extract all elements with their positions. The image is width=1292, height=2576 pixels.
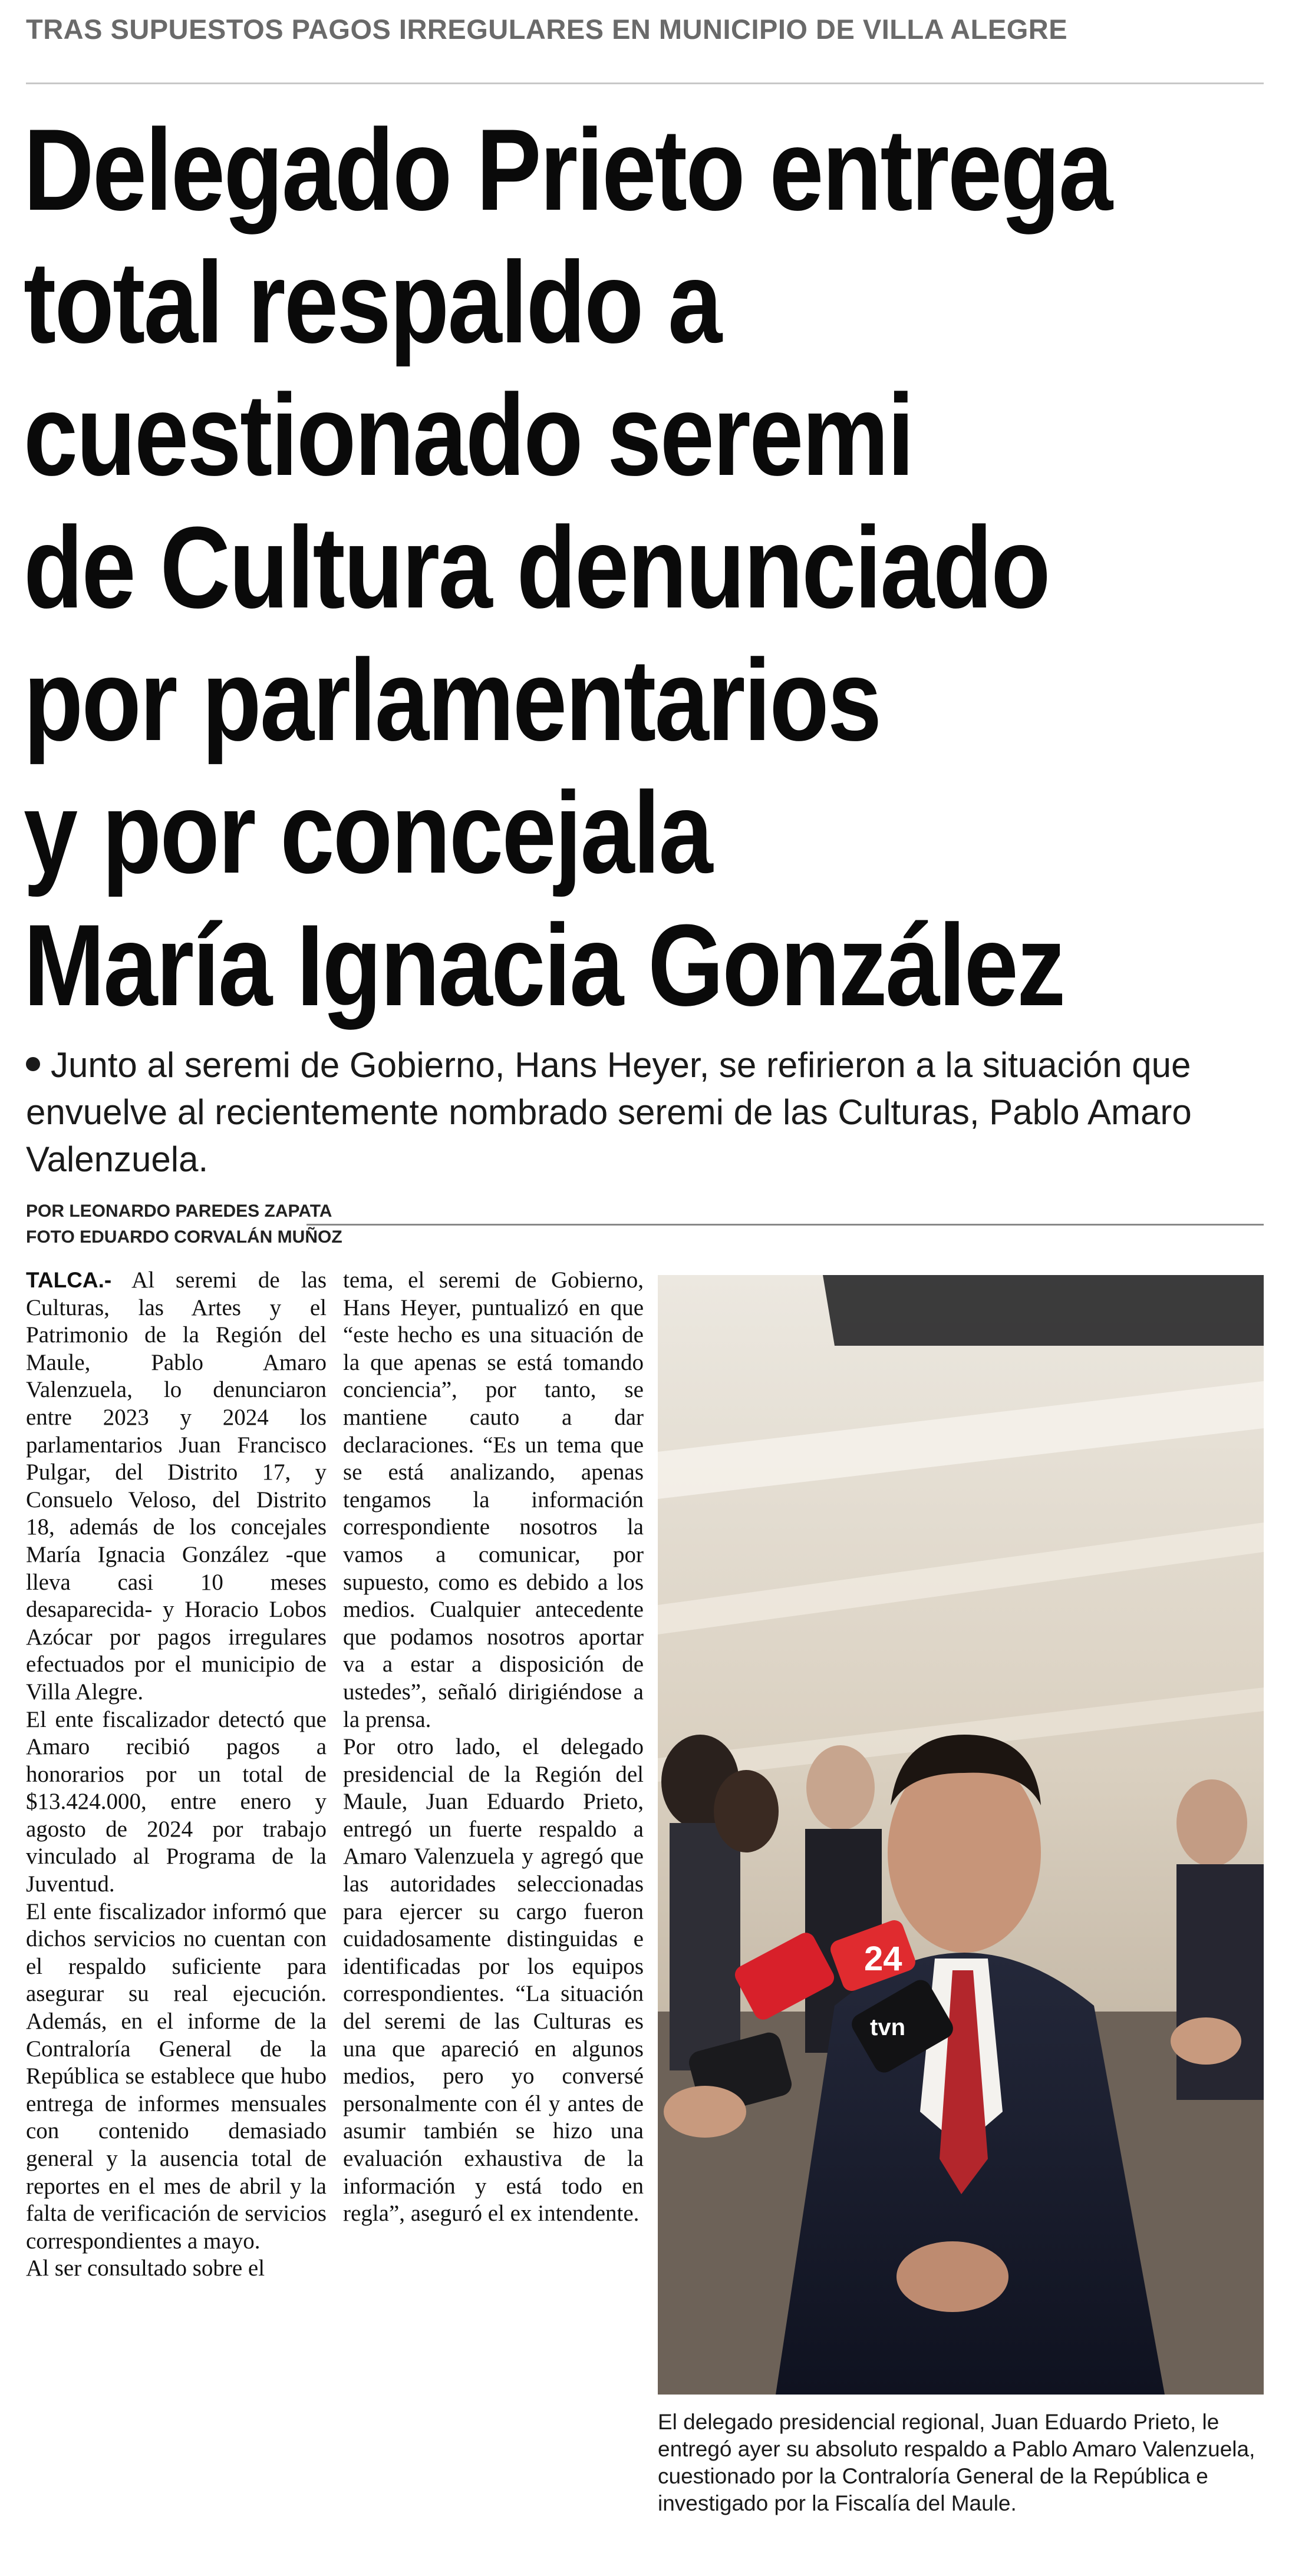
headline xyxy=(24,104,1267,1032)
lead-paragraph xyxy=(26,1042,1264,1183)
body-column-1 xyxy=(26,1267,327,2283)
body-paragraph: El ente fiscalizador informó que dichos servicios no cuentan con el respaldo suficiente para asegurar su real ejecución. Además, en el informe de la Contraloría General de la República se establece que hubo entrega de informes mensuales con contenido demasiado general y la ausencia total de reportes en el mes de abril y la falta de verificación de servicios correspondientes a mayo. xyxy=(26,1898,327,2254)
body-paragraph: Al ser consultado sobre el xyxy=(26,2255,265,2281)
body-column-2 xyxy=(343,1267,644,2228)
body-paragraph: El ente fiscalizador detectó que Amaro recibió pagos a honorarios por un total de $13.424.000, entre enero y agosto de 2024 por trabajo vinculado al Programa de la Juventud. xyxy=(26,1706,327,1897)
body-text: Al seremi de las Culturas, las Artes y el Patrimonio de la Región del Maule, Pablo Amaro Valenzuela, lo denunciaron entre 2023 y 2024 los parlamentarios Juan Francisco Pulgar, del Distrito 17, y Consuelo Veloso, del Distrito 18, además de los concejales María Ignacia González -que lleva casi 10 meses desaparecida- y Horacio Lobos Azócar por pagos irregulares efectuados por el municipio de Villa Alegre. xyxy=(26,1267,327,1705)
headline-line: por parlamentarios xyxy=(24,635,881,765)
lead-text: Junto al seremi de Gobierno, Hans Heyer, se refirieron a la situación que envuelve al recientemente nombrado seremi de las Culturas, Pablo Amaro Valenzuela. xyxy=(26,1045,1192,1179)
body-paragraph: Por otro lado, el delegado presidencial de la Región del Maule, Juan Eduardo Prieto, entregó un fuerte respaldo a Amaro Valenzuela y agregó que las autoridades seleccionadas para ejercer su cargo fueron cuidadosamente distinguidas e identificadas por los equipos correspondientes. “La situación del seremi de las Culturas es una que apareció en algunos medios, pero yo conversé personalmente con él y antes de asumir también se hizo una evaluación exhaustiva de la información y está todo en regla”, aseguró el ex intendente. xyxy=(343,1734,644,2227)
headline-line: Delegado Prieto entrega xyxy=(24,105,1112,235)
byline-rule xyxy=(306,1224,1264,1226)
mic-label: 24 xyxy=(864,1940,902,1978)
body-paragraph: tema, el seremi de Gobierno, Hans Heyer, puntualizó en que “este hecho es una situación de la que apenas se está tomando conciencia”, por tanto, se mantiene cauto a dar declaraciones. “Es un tema que se está analizando, apenas tengamos la información correspondiente nosotros la vamos a comunicar, por supuesto, como es debido a los medios. Cualquier antecedente que podamos nosotros aportar va a estar a disposición de ustedes”, señaló dirigiéndose a la prensa. xyxy=(343,1267,644,1732)
body-paragraph xyxy=(26,1267,327,1706)
mic-label: tvn xyxy=(870,2014,905,2040)
dateline: TALCA.- xyxy=(26,1268,112,1292)
byline-author: POR LEONARDO PAREDES ZAPATA xyxy=(26,1201,332,1221)
press-photo xyxy=(658,1275,1264,2395)
byline-photo: FOTO EDUARDO CORVALÁN MUÑOZ xyxy=(26,1227,342,1247)
headline-line: María Ignacia González xyxy=(24,900,1064,1030)
bullet-icon xyxy=(26,1057,40,1071)
headline-line: cuestionado seremi xyxy=(24,370,913,500)
headline-line: y por concejala xyxy=(24,768,712,897)
kicker: TRAS SUPUESTOS PAGOS IRREGULARES EN MUNICIPIO DE VILLA ALEGRE xyxy=(26,14,1068,45)
headline-line: de Cultura denunciado xyxy=(24,503,1049,632)
headline-line: total respaldo a xyxy=(24,237,721,367)
kicker-rule xyxy=(26,82,1264,84)
photo-caption: El delegado presidencial regional, Juan Eduardo Prieto, le entregó ayer su absoluto respaldo a Pablo Amaro Valenzuela, cuestionado por la Contraloría General de la República e investigado por la Fiscalía del Maule. xyxy=(658,2410,1255,2515)
photo-illustration xyxy=(658,1275,1264,2395)
